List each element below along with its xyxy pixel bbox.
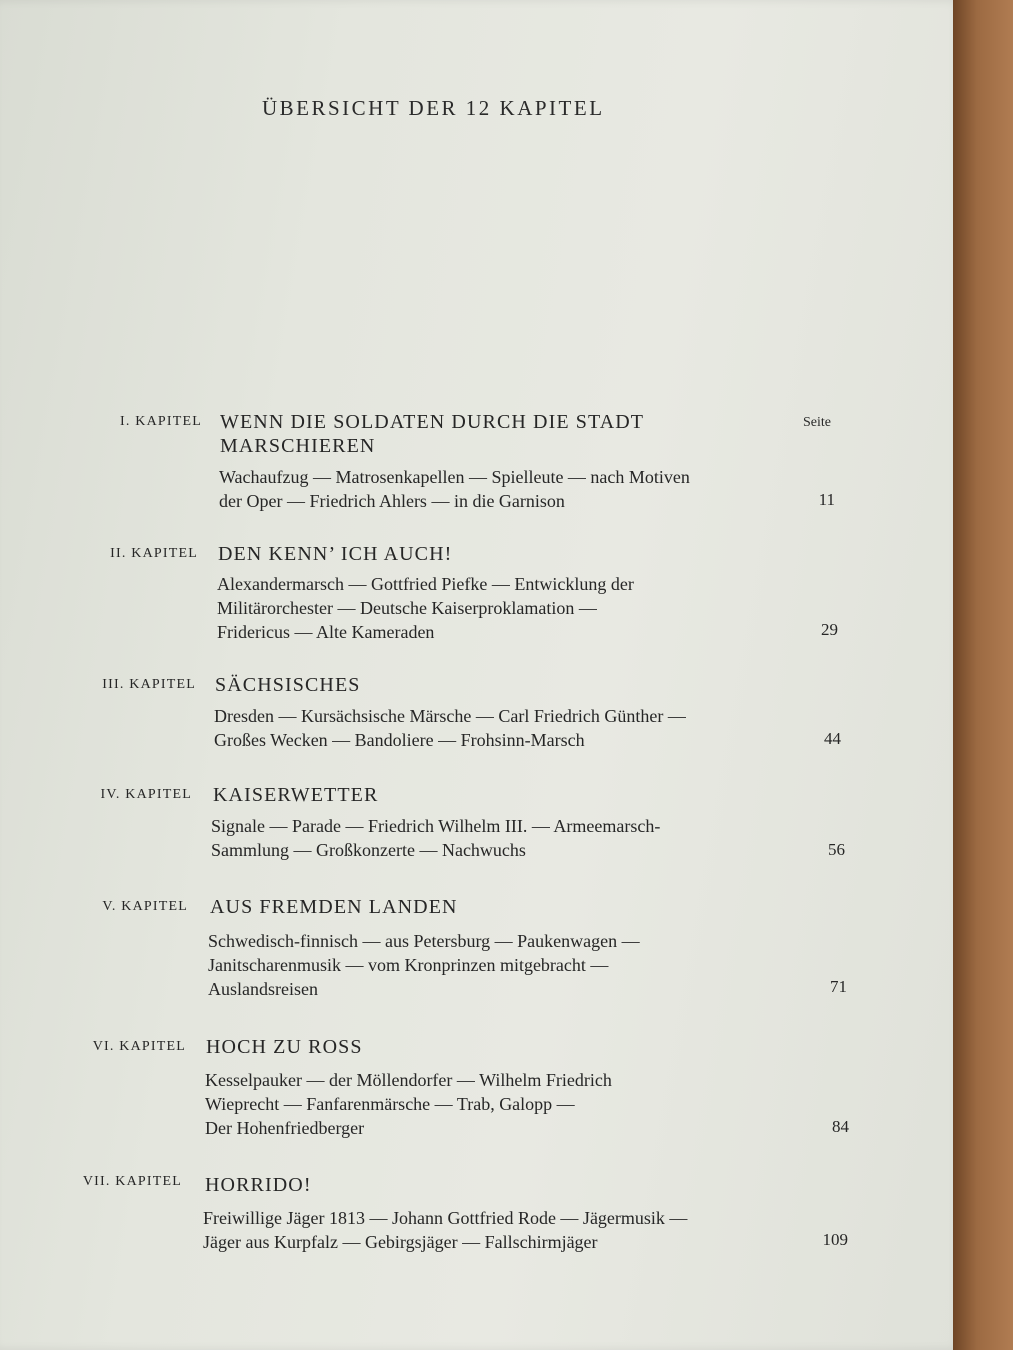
chapter-page-number: 56	[828, 840, 845, 859]
chapter-heading-line: HOCH ZU ROSS	[206, 1036, 363, 1058]
page-title: ÜBERSICHT DER 12 KAPITEL	[262, 96, 605, 120]
chapter-page-number: 11	[818, 490, 835, 509]
chapter-heading-line: SÄCHSISCHES	[215, 674, 361, 696]
chapter-description-line: Der Hohenfriedberger	[205, 1118, 365, 1138]
table-background	[953, 0, 1013, 1350]
chapter-description-line: Alexandermarsch — Gottfried Piefke — Entwicklung der	[217, 574, 634, 594]
chapter-description	[203, 1206, 783, 1254]
chapter-heading	[206, 1035, 766, 1059]
chapter-heading	[215, 673, 775, 697]
chapter-heading	[205, 1173, 765, 1197]
chapter-description-line: Schwedisch-finnisch — aus Petersburg — Paukenwagen —	[208, 931, 640, 951]
chapter-description	[217, 572, 797, 644]
chapter-label: I. KAPITEL	[120, 414, 202, 429]
chapter-heading-line: AUS FREMDEN LANDEN	[210, 896, 458, 918]
chapter-heading	[220, 410, 780, 458]
chapter-page-number: 71	[830, 977, 847, 996]
chapter-description-line: Dresden — Kursächsische Märsche — Carl Friedrich Günther —	[214, 706, 686, 726]
chapter-description-line: der Oper — Friedrich Ahlers — in die Garnison	[219, 491, 565, 511]
chapter-label: IV. KAPITEL	[100, 787, 192, 802]
chapter-label: VII. KAPITEL	[82, 1174, 182, 1189]
chapter-description-line: Freiwillige Jäger 1813 — Johann Gottfried Rode — Jägermusik —	[203, 1208, 688, 1228]
chapter-label: II. KAPITEL	[110, 546, 198, 561]
chapter-description	[214, 704, 794, 752]
chapter-description-line: Janitscharenmusik — vom Kronprinzen mitgebracht —	[208, 955, 609, 975]
chapter-heading	[218, 542, 778, 566]
chapter-description-line: Sammlung — Großkonzerte — Nachwuchs	[211, 840, 526, 860]
chapter-label: V. KAPITEL	[102, 899, 188, 914]
chapter-page-number: 44	[824, 729, 841, 748]
chapter-description-line: Wachaufzug — Matrosenkapellen — Spielleute — nach Motiven	[219, 467, 690, 487]
chapter-heading-line: KAISERWETTER	[213, 784, 379, 806]
chapter-description-line: Signale — Parade — Friedrich Wilhelm III. — Armeemarsch-	[211, 816, 661, 836]
chapter-description-line: Jäger aus Kurpfalz — Gebirgsjäger — Fallschirmjäger	[203, 1232, 598, 1252]
chapter-description-line: Wieprecht — Fanfarenmärsche — Trab, Galopp —	[205, 1094, 575, 1114]
chapter-heading	[213, 783, 773, 807]
chapter-page-number: 109	[822, 1230, 848, 1249]
chapter-description	[205, 1068, 785, 1140]
chapter-page-number: 84	[832, 1117, 849, 1136]
chapter-heading-line: HORRIDO!	[205, 1174, 312, 1196]
chapter-heading-line: DEN KENN’ ICH AUCH!	[218, 543, 453, 565]
chapter-label: III. KAPITEL	[102, 677, 196, 692]
chapter-description	[219, 465, 799, 513]
chapter-description-line: Kesselpauker — der Möllendorfer — Wilhelm Friedrich	[205, 1070, 612, 1090]
chapter-label: VI. KAPITEL	[92, 1039, 186, 1054]
seite-header: Seite	[803, 415, 831, 430]
chapter-description-line: Militärorchester — Deutsche Kaiserproklamation —	[217, 598, 597, 618]
chapter-description-line: Auslandsreisen	[208, 979, 318, 999]
chapter-description	[208, 929, 788, 1001]
chapter-description	[211, 814, 791, 862]
chapter-description-line: Großes Wecken — Bandoliere — Frohsinn-Marsch	[214, 730, 585, 750]
chapter-heading	[210, 895, 770, 919]
chapter-heading-line: WENN DIE SOLDATEN DURCH DIE STADT	[220, 411, 645, 433]
chapter-description-line: Fridericus — Alte Kameraden	[217, 622, 435, 642]
chapter-page-number: 29	[821, 620, 838, 639]
chapter-heading-line: MARSCHIEREN	[220, 435, 376, 457]
